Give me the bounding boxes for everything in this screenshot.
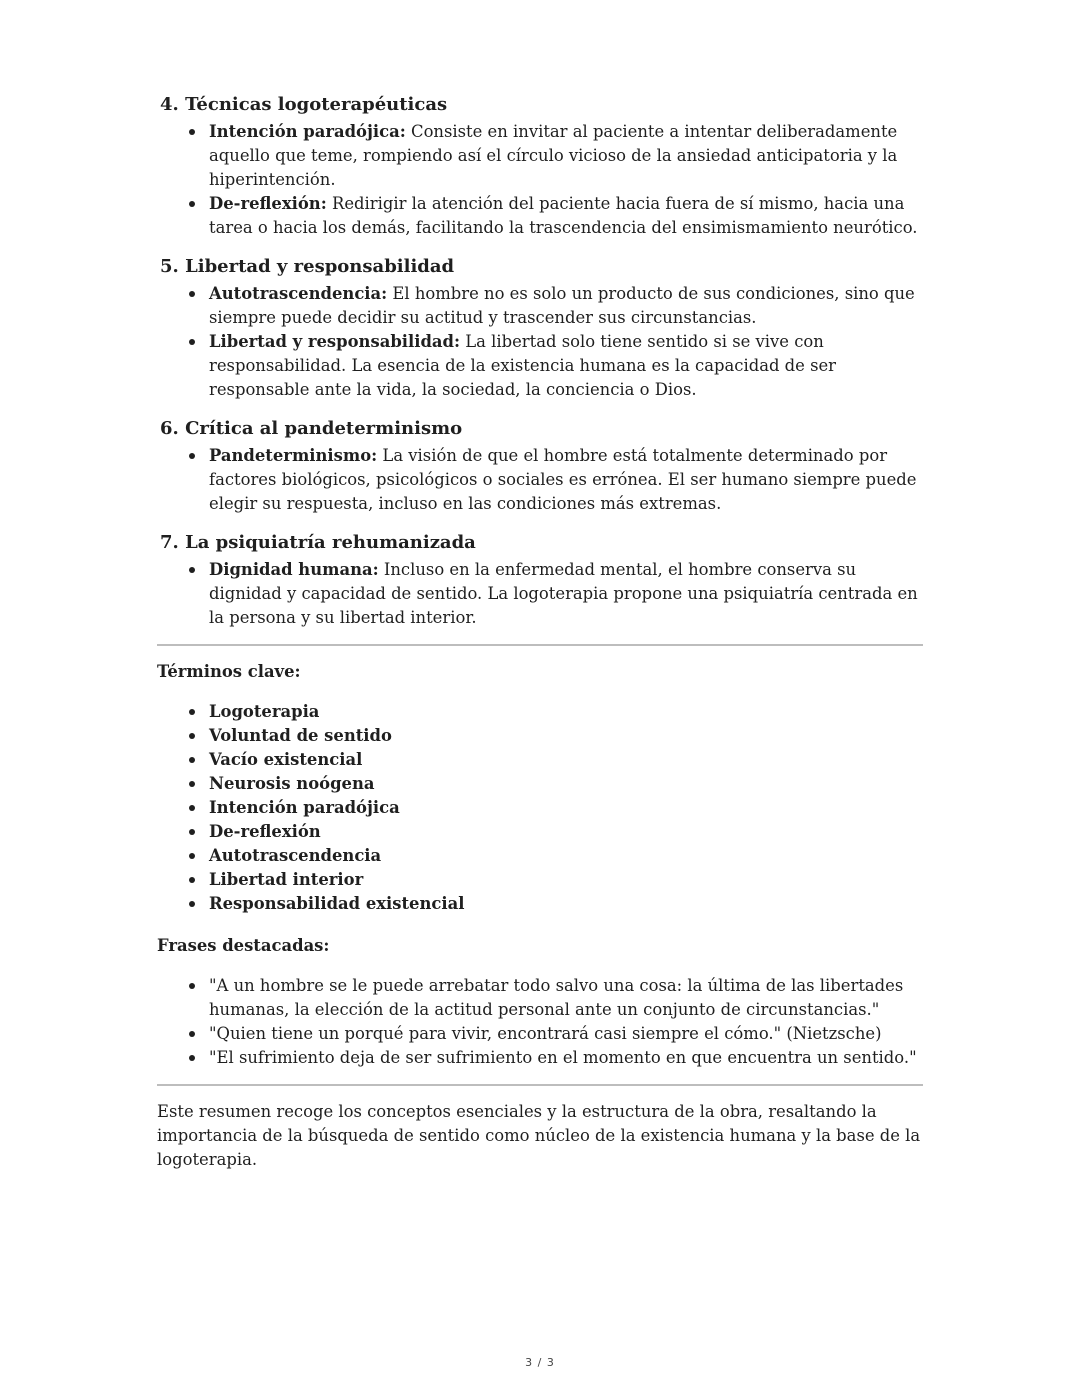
quote-item: "Quien tiene un porqué para vivir, encontrará casi siempre el cómo." (Nietzsche) <box>209 1022 923 1046</box>
section-libertad <box>157 254 923 402</box>
section-list <box>157 120 923 240</box>
section-list <box>157 444 923 516</box>
list-item: De-reflexión <box>209 820 923 844</box>
section-title: 4. Técnicas logoterapéuticas <box>160 94 448 115</box>
list-item: Responsabilidad existencial <box>209 892 923 916</box>
section-list <box>157 282 923 402</box>
list-item-text: Redirigir la atención del paciente hacia fuera de sí mismo, hacia una tarea o hacia los demás, facilitando la trascendencia del ensimismamiento neurótico. <box>209 194 918 237</box>
list-item-text: El hombre no es solo un producto de sus condiciones, sino que siempre puede decidir su actitud y trascender sus circunstancias. <box>209 284 915 327</box>
section-psiquiatria <box>157 530 923 630</box>
closing-paragraph: Este resumen recoge los conceptos esenciales y la estructura de la obra, resaltando la importancia de la búsqueda de sentido como núcleo de la existencia humana y la base de la logoterapia. <box>157 1102 921 1169</box>
list-item: Voluntad de sentido <box>209 724 923 748</box>
list-item <box>209 444 923 516</box>
section-tecnicas <box>157 92 923 240</box>
quotes-label: Frases destacadas: <box>157 936 330 955</box>
section-title: 7. La psiquiatría rehumanizada <box>160 532 476 553</box>
page-indicator: 3 / 3 <box>525 1356 555 1369</box>
quotes-list <box>157 974 923 1070</box>
list-item <box>209 330 923 402</box>
section-list <box>157 558 923 630</box>
list-item-term: Dignidad humana: <box>209 560 379 579</box>
list-item: Autotrascendencia <box>209 844 923 868</box>
list-item: Libertad interior <box>209 868 923 892</box>
list-item <box>209 192 923 240</box>
list-item <box>209 120 923 192</box>
section-title: 6. Crítica al pandeterminismo <box>160 418 463 439</box>
key-terms-label: Términos clave: <box>157 662 301 681</box>
document-page <box>157 92 923 1172</box>
list-item-text: La libertad solo tiene sentido si se vive con responsabilidad. La esencia de la existencia humana es la capacidad de ser responsable ante la vida, la sociedad, la conciencia o Dios. <box>209 332 837 399</box>
section-pandeterminismo <box>157 416 923 516</box>
list-item-text: La visión de que el hombre está totalmente determinado por factores biológicos, psicológicos o sociales es errónea. El ser humano siempre puede elegir su respuesta, incluso en las condiciones más extremas. <box>209 446 917 513</box>
key-terms-list <box>157 700 923 916</box>
list-item-term: Intención paradójica: <box>209 122 406 141</box>
list-item: Logoterapia <box>209 700 923 724</box>
list-item: Intención paradójica <box>209 796 923 820</box>
list-item: Vacío existencial <box>209 748 923 772</box>
divider <box>157 1084 923 1086</box>
list-item-text: Consiste en invitar al paciente a intentar deliberadamente aquello que teme, rompiendo así el círculo vicioso de la ansiedad anticipatoria y la hiperintención. <box>209 122 898 189</box>
quote-item: "El sufrimiento deja de ser sufrimiento en el momento en que encuentra un sentido." <box>209 1046 923 1070</box>
list-item-text: Incluso en la enfermedad mental, el hombre conserva su dignidad y capacidad de sentido. La logoterapia propone una psiquiatría centrada en la persona y su libertad interior. <box>209 560 918 627</box>
list-item-term: Autotrascendencia: <box>209 284 388 303</box>
quote-item: "A un hombre se le puede arrebatar todo salvo una cosa: la última de las libertades humanas, la elección de la actitud personal ante un conjunto de circunstancias." <box>209 974 923 1022</box>
section-title: 5. Libertad y responsabilidad <box>160 256 455 277</box>
list-item <box>209 282 923 330</box>
list-item-term: Libertad y responsabilidad: <box>209 332 461 351</box>
divider <box>157 644 923 646</box>
list-item: Neurosis noógena <box>209 772 923 796</box>
list-item-term: Pandeterminismo: <box>209 446 378 465</box>
list-item-term: De-reflexión: <box>209 194 327 213</box>
list-item <box>209 558 923 630</box>
